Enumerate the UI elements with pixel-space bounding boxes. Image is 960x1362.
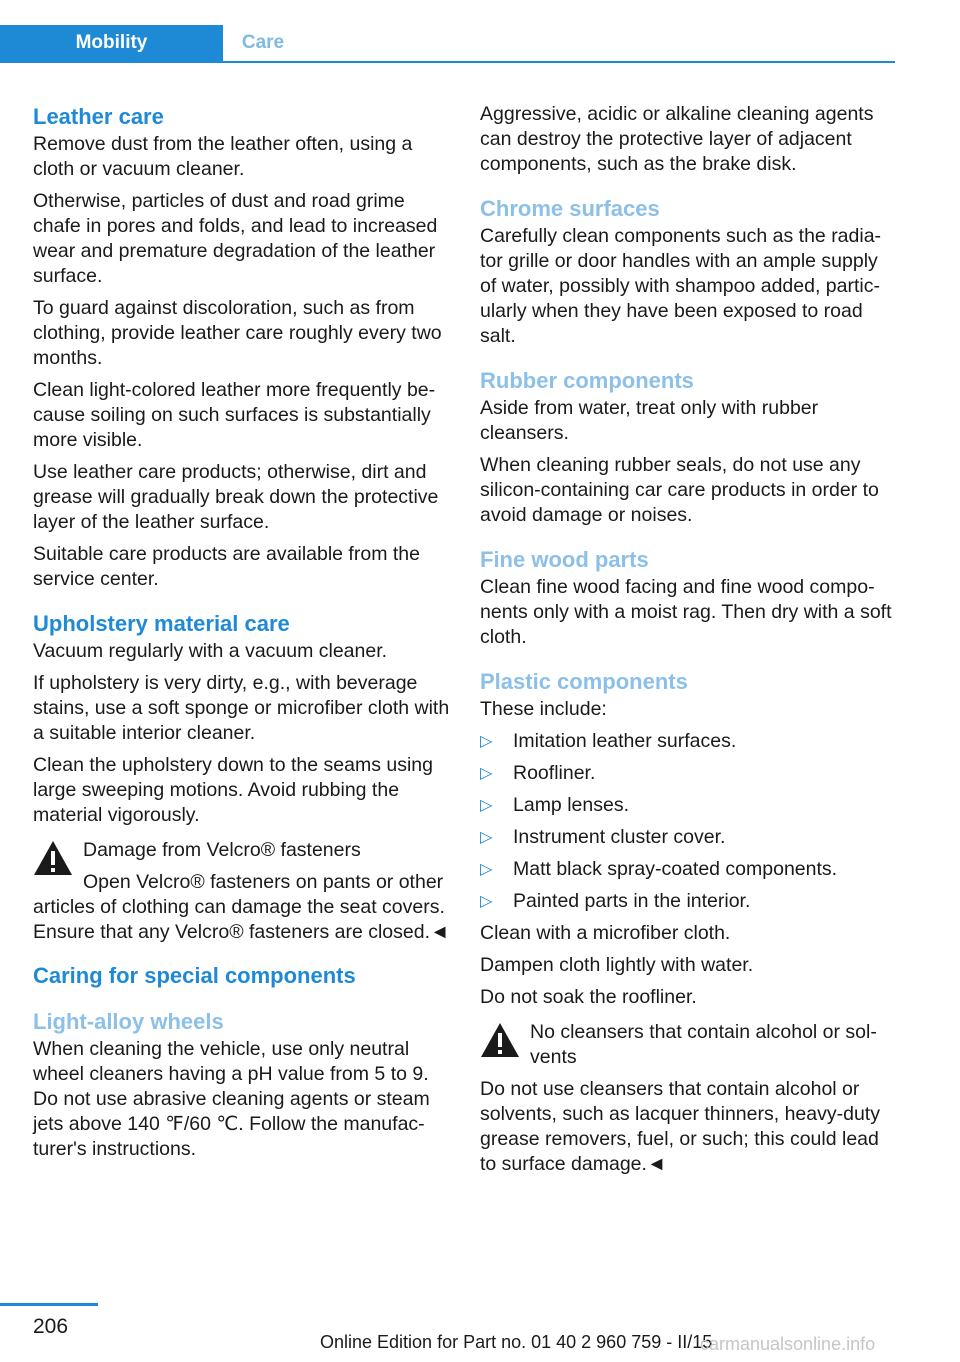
paragraph: Aside from water, treat only with rubber cleansers.: [480, 397, 819, 444]
bullet-arrow-icon: ▷: [480, 765, 493, 782]
paragraph: When cleaning the vehicle, use only neutral wheel cleaners having a pH value from 5 to 9. Do not use abrasive cleaning agents or steam jets above 140 ℉/60 ℃. Follow the manufac-turer's instructions.: [33, 1038, 430, 1160]
paragraph: Do not soak the roofliner.: [480, 986, 697, 1008]
paragraph: If upholstery is very dirty, e.g., with beverage stains, use a soft sponge or microfiber cloth with a suitable interior cleaner.: [33, 672, 450, 744]
list-item-text: Roofliner.: [513, 762, 596, 784]
list-item-text: Imitation leather surfaces.: [513, 730, 737, 752]
list-item-text: Matt black spray-coated components.: [513, 858, 838, 880]
tab-care: Care: [241, 32, 285, 53]
heading-special-components: Caring for special components: [33, 963, 356, 988]
paragraph: To guard against discoloration, such as from clothing, provide leather care roughly every two months.: [33, 297, 442, 369]
bullet-arrow-icon: ▷: [480, 733, 493, 750]
paragraph: Use leather care products; otherwise, dirt and grease will gradually break down the protective layer of the leather surface.: [33, 461, 439, 533]
bullet-arrow-icon: ▷: [480, 861, 493, 878]
paragraph: Remove dust from the leather often, using a cloth or vacuum cleaner.: [33, 133, 413, 180]
right-column: [480, 102, 898, 1184]
bullet-arrow-icon: ▷: [480, 797, 493, 814]
paragraph: Otherwise, particles of dust and road grime chafe in pores and folds, and lead to increased wear and premature degradation of the leather surface.: [33, 190, 438, 287]
paragraph: Clean with a microfiber cloth.: [480, 922, 731, 944]
paragraph: Clean the upholstery down to the seams using large sweeping motions. Avoid rubbing the material vigorously.: [33, 754, 433, 826]
list-item: [480, 825, 898, 850]
warning-cleansers: [480, 1020, 898, 1177]
warning-title: No cleansers that contain alcohol or sol-vents: [530, 1021, 877, 1068]
paragraph: Dampen cloth lightly with water.: [480, 954, 754, 976]
warning-velcro: [33, 838, 451, 945]
warning-triangle-icon: [480, 1022, 520, 1058]
edition-note: Online Edition for Part no. 01 40 2 960 759 - II/15: [320, 1332, 713, 1352]
tab-mobility: Mobility: [0, 25, 223, 61]
heading-chrome-surfaces: Chrome surfaces: [480, 196, 660, 221]
warning-triangle-icon: [33, 840, 73, 876]
heading-light-alloy-wheels: Light-alloy wheels: [33, 1009, 224, 1034]
list-item: [480, 793, 898, 818]
heading-upholstery: Upholstery material care: [33, 611, 290, 636]
paragraph: Clean light-colored leather more frequently be-cause soiling on such surfaces is substantially more visible.: [33, 379, 436, 451]
section-tabs: [0, 25, 895, 63]
list-item-text: Lamp lenses.: [513, 794, 629, 816]
heading-plastic-components: Plastic components: [480, 669, 688, 694]
warning-body: Do not use cleansers that contain alcohol or solvents, such as lacquer thinners, heavy-duty grease removers, fuel, or such; this could lead to surface damage.◄: [480, 1078, 880, 1175]
warning-body: [33, 870, 451, 945]
heading-rubber-components: Rubber components: [480, 368, 694, 393]
list-item-text: Painted parts in the interior.: [513, 890, 751, 912]
list-item: [480, 729, 898, 754]
left-column: [33, 102, 451, 1169]
page-number: 206: [33, 1315, 69, 1338]
list-item: [480, 761, 898, 786]
bullet-arrow-icon: ▷: [480, 893, 493, 910]
watermark: carmanualsonline.info: [700, 1334, 876, 1354]
heading-fine-wood-parts: Fine wood parts: [480, 547, 649, 572]
paragraph: Aggressive, acidic or alkaline cleaning agents can destroy the protective layer of adjacent components, such as the brake disk.: [480, 103, 874, 175]
warning-text: Open Velcro® fasteners on pants or other articles of clothing can damage the seat covers. Ensure that any Velcro® fasteners are closed.◄: [33, 871, 450, 943]
plastic-components-list: [480, 729, 898, 914]
warning-title: Damage from Velcro® fasteners: [83, 839, 361, 861]
paragraph: Clean fine wood facing and fine wood compo-nents only with a moist rag. Then dry with a soft cloth.: [480, 576, 892, 648]
footer-rule: [0, 1303, 98, 1306]
paragraph: Carefully clean components such as the radia-tor grille or door handles with an ample supply of water, possibly with shampoo added, partic-ularly when they have been exposed to road salt.: [480, 225, 882, 347]
bullet-arrow-icon: ▷: [480, 829, 493, 846]
heading-leather-care: Leather care: [33, 104, 164, 129]
paragraph: Vacuum regularly with a vacuum cleaner.: [33, 640, 388, 662]
paragraph: These include:: [480, 698, 607, 720]
list-item: [480, 889, 898, 914]
paragraph: Suitable care products are available from the service center.: [33, 543, 420, 590]
list-item: [480, 857, 898, 882]
paragraph: When cleaning rubber seals, do not use any silicon-containing car care products in order to avoid damage or noises.: [480, 454, 879, 526]
list-item-text: Instrument cluster cover.: [513, 826, 726, 848]
